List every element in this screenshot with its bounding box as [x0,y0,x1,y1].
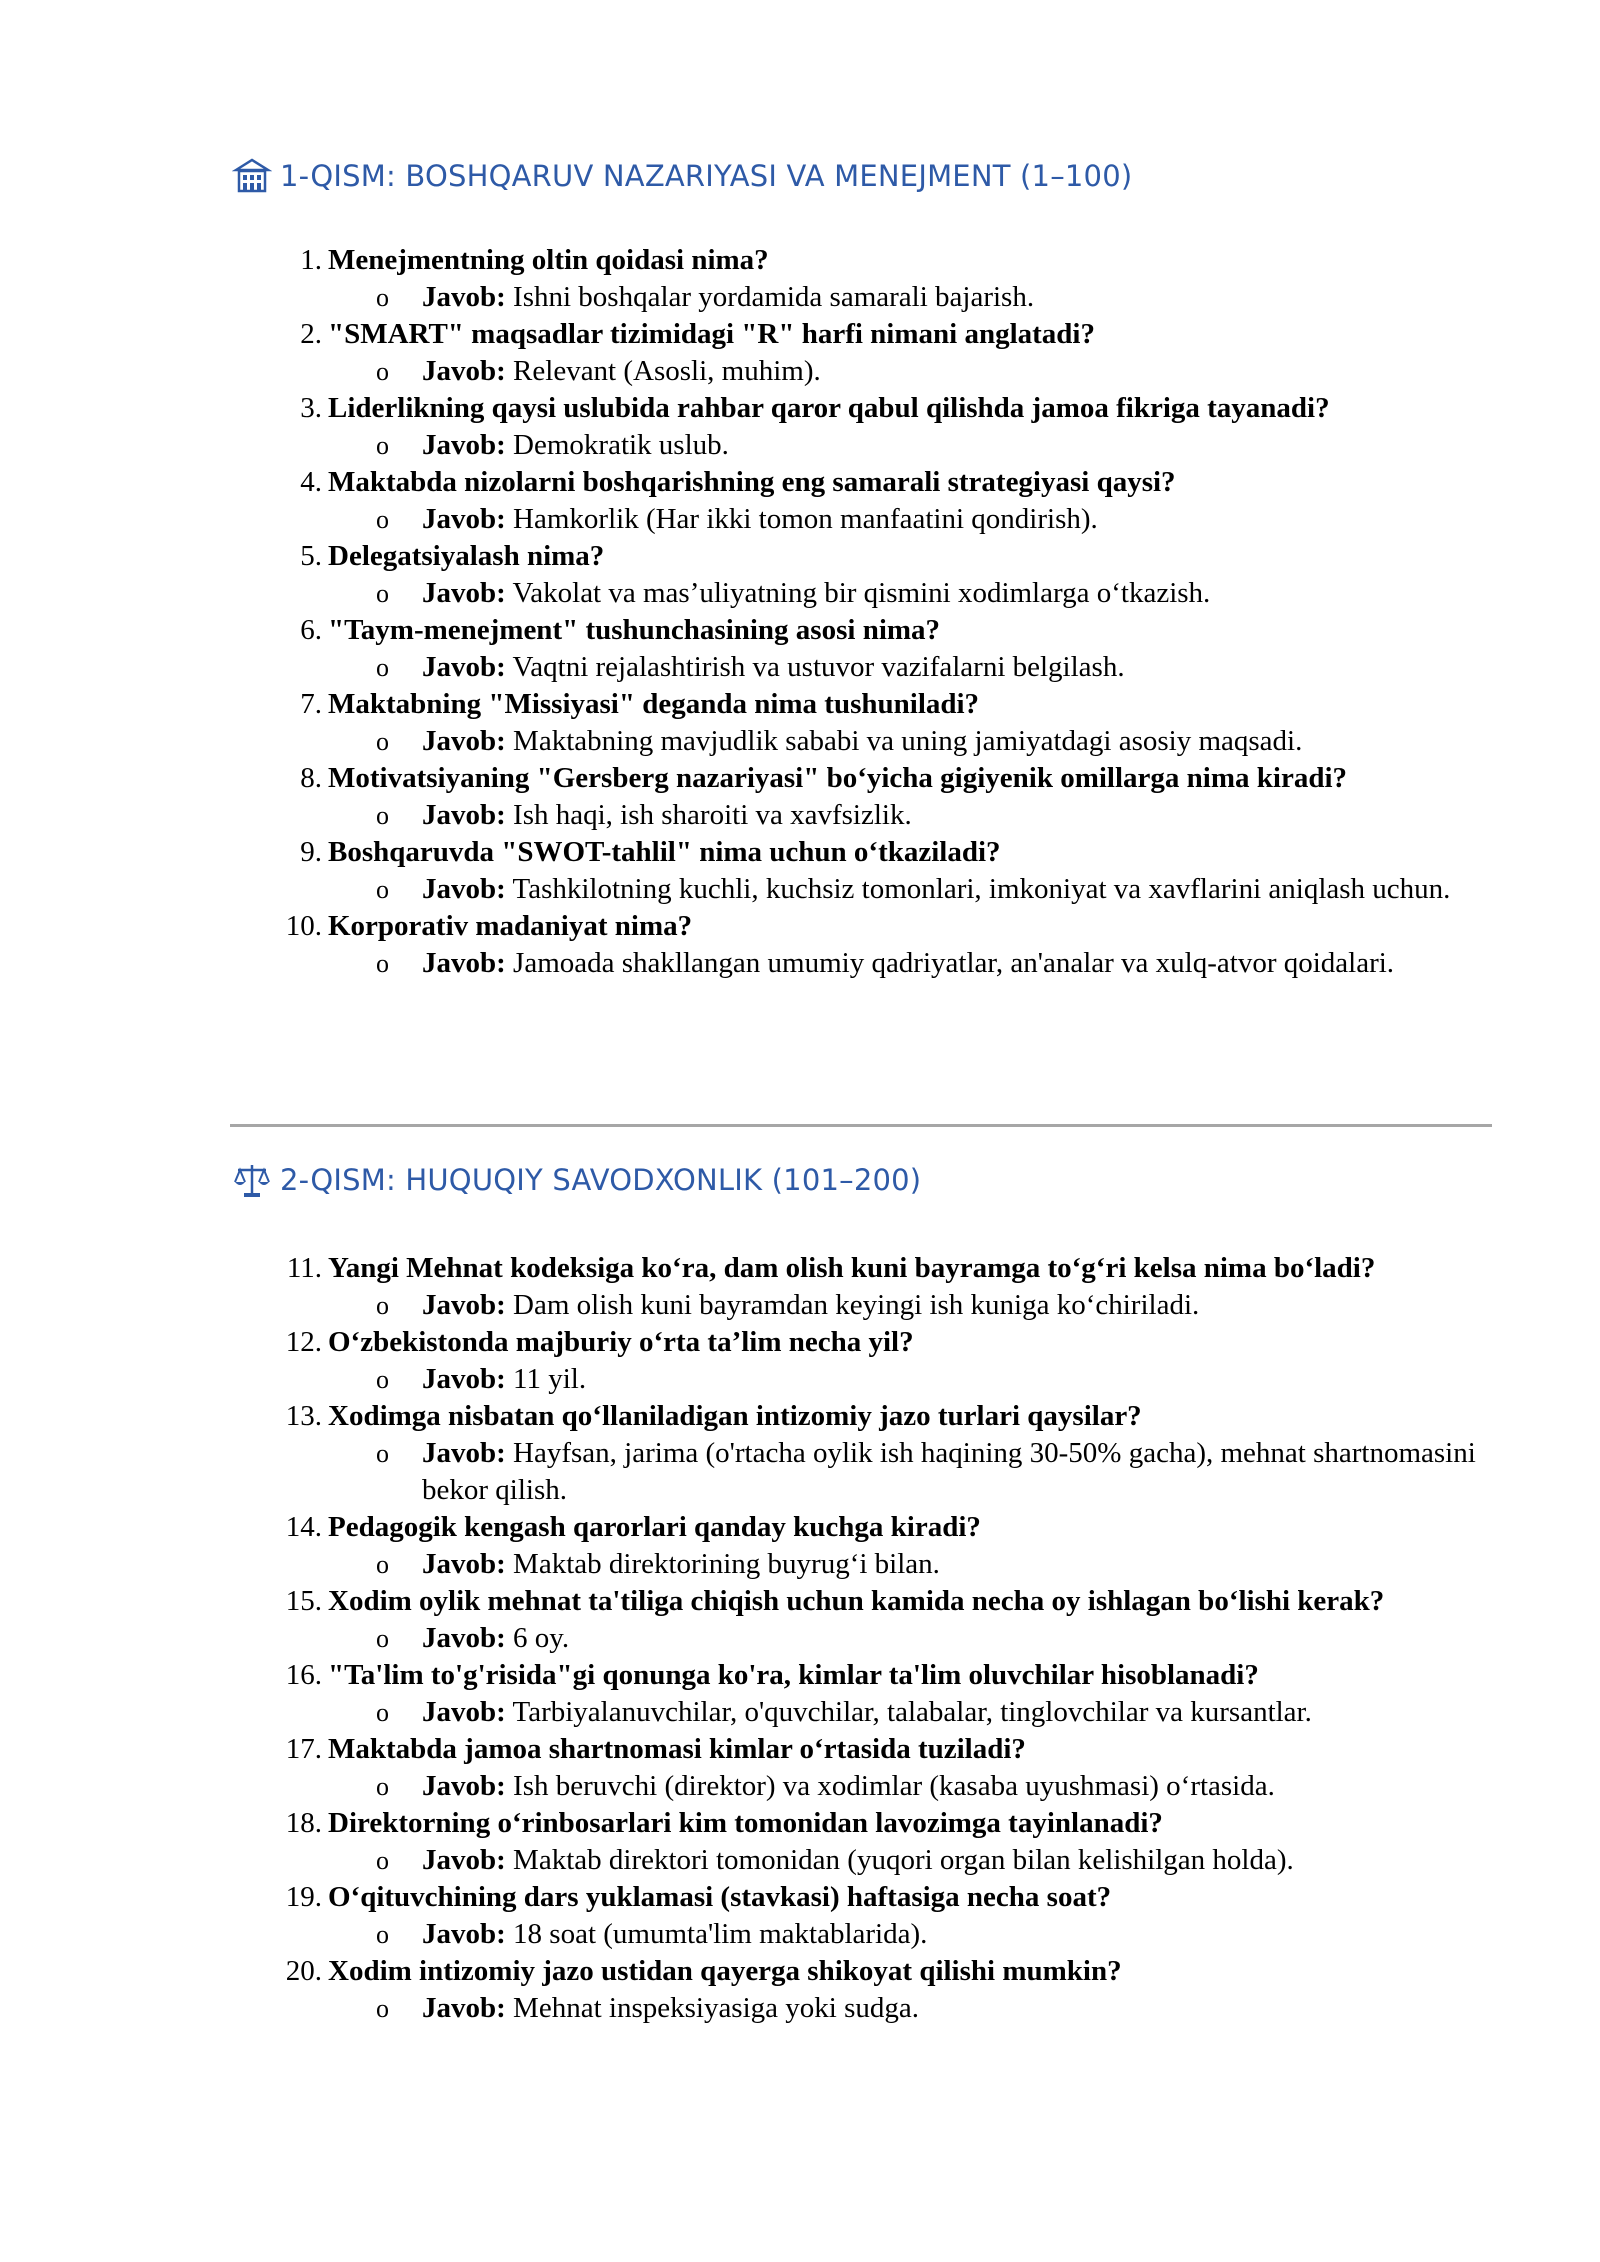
question-text: Delegatsiyalash nima? [328,540,605,572]
question-item [232,1805,1492,1879]
answer-line [328,1990,1492,2027]
answer-label: Javob: [422,799,506,831]
answer-label: Javob: [422,1622,506,1654]
question-number: 18. [285,1807,322,1839]
answer-bullet: o [376,801,389,830]
question-number: 10. [285,910,322,942]
question-number: 6. [300,614,322,646]
answer-line [328,723,1492,760]
answer-line [328,1694,1492,1731]
answer-bullet: o [376,1291,389,1320]
question-number: 13. [285,1400,322,1432]
answer-text: Tarbiyalanuvchilar, o'quvchilar, talabalar, tinglovchilar va kursantlar. [512,1696,1312,1728]
question-item [232,760,1492,834]
answer-label: Javob: [422,355,506,387]
answer-bullet: o [376,579,389,608]
question-text: Xodimga nisbatan qo‘llaniladigan intizomiy jazo turlari qaysilar? [328,1400,1142,1432]
question-item [232,464,1492,538]
answer-bullet: o [376,1920,389,1949]
question-number: 20. [285,1955,322,1987]
question-text: Direktorning o‘rinbosarlari kim tomonidan lavozimga tayinlanadi? [328,1807,1163,1839]
question-text: Pedagogik kengash qarorlari qanday kuchga kiradi? [328,1511,981,1543]
answer-text: 11 yil. [513,1363,587,1395]
question-text: "Ta'lim to'g'risida"gi qonunga ko'ra, kimlar ta'lim oluvchilar hisoblanadi? [328,1659,1259,1691]
question-number: 19. [285,1881,322,1913]
answer-text: Mehnat inspeksiyasiga yoki sudga. [513,1992,919,2024]
section-2-title: 2-QISM: HUQUQIY SAVODXONLIK (101–200) [280,1163,922,1197]
question-item [232,242,1492,316]
answer-bullet: o [376,1698,389,1727]
answer-text: Hayfsan, jarima (o'rtacha oylik ish haqining 30-50% gacha), mehnat shartnomasini bekor qilish. [422,1437,1476,1506]
section-2-heading [232,1160,1492,1200]
answer-text: Jamoada shakllangan umumiy qadriyatlar, an'analar va xulq-atvor qoidalari. [513,947,1395,979]
question-item [232,316,1492,390]
answer-label: Javob: [422,651,506,683]
answer-label: Javob: [422,1548,506,1580]
answer-text: Hamkorlik (Har ikki tomon manfaatini qondirish). [513,503,1098,535]
answer-label: Javob: [422,1437,506,1469]
answer-label: Javob: [422,1363,506,1395]
answer-text: Tashkilotning kuchli, kuchsiz tomonlari, imkoniyat va xavflarini aniqlash uchun. [512,873,1451,905]
question-item [232,1398,1492,1509]
answer-label: Javob: [422,503,506,535]
answer-bullet: o [376,1772,389,1801]
question-number: 1. [300,244,322,276]
answer-line [328,871,1492,908]
answer-text: Maktab direktori tomonidan (yuqori organ bilan kelishilgan holda). [513,1844,1294,1876]
question-item [232,834,1492,908]
question-item [232,612,1492,686]
question-item [232,1731,1492,1805]
question-number: 11. [286,1252,322,1284]
answer-line [328,797,1492,834]
answer-text: Maktab direktorining buyrug‘i bilan. [513,1548,940,1580]
school-building-icon [232,156,272,196]
answer-bullet: o [376,357,389,386]
section-1-question-list [232,242,1492,982]
question-number: 9. [300,836,322,868]
question-item [232,1509,1492,1583]
question-number: 5. [300,540,322,572]
question-item [232,390,1492,464]
question-text: Xodim oylik mehnat ta'tiliga chiqish uchun kamida necha oy ishlagan bo‘lishi kerak? [328,1585,1385,1617]
question-item [232,1657,1492,1731]
answer-label: Javob: [422,725,506,757]
answer-bullet: o [376,1550,389,1579]
answer-line [328,1546,1492,1583]
question-number: 2. [300,318,322,350]
answer-line [328,1435,1492,1509]
question-text: Korporativ madaniyat nima? [328,910,693,942]
answer-text: Dam olish kuni bayramdan keyingi ish kuniga ko‘chiriladi. [513,1289,1200,1321]
question-number: 7. [300,688,322,720]
question-text: Boshqaruvda "SWOT-tahlil" nima uchun o‘tkaziladi? [328,836,1001,868]
answer-label: Javob: [422,281,506,313]
section-divider [230,1124,1492,1127]
answer-line [328,1287,1492,1324]
question-text: Liderlikning qaysi uslubida rahbar qaror qabul qilishda jamoa fikriga tayanadi? [328,392,1330,424]
scales-of-justice-icon [232,1160,272,1200]
answer-bullet: o [376,1846,389,1875]
question-text: Maktabda jamoa shartnomasi kimlar o‘rtasida tuziladi? [328,1733,1026,1765]
answer-line [328,1842,1492,1879]
answer-label: Javob: [422,873,506,905]
section-1-title: 1-QISM: BOSHQARUV NAZARIYASI VA MENEJMENT (1–100) [280,159,1133,193]
answer-label: Javob: [422,1992,506,2024]
question-item [232,1953,1492,2027]
section-1-heading [232,156,1492,196]
answer-line [328,1620,1492,1657]
answer-bullet: o [376,283,389,312]
answer-text: Demokratik uslub. [513,429,729,461]
answer-line [328,1361,1492,1398]
answer-text: 18 soat (umumta'lim maktablarida). [513,1918,928,1950]
question-item [232,1879,1492,1953]
answer-line [328,575,1492,612]
answer-line [328,1768,1492,1805]
question-text: Yangi Mehnat kodeksiga ko‘ra, dam olish kuni bayramga to‘g‘ri kelsa nima bo‘ladi? [328,1252,1376,1284]
answer-bullet: o [376,653,389,682]
answer-label: Javob: [422,429,506,461]
answer-bullet: o [376,875,389,904]
answer-label: Javob: [422,1844,506,1876]
answer-line [328,649,1492,686]
question-item [232,1583,1492,1657]
answer-text: Vaqtni rejalashtirish va ustuvor vazifalarni belgilash. [512,651,1125,683]
question-text: Xodim intizomiy jazo ustidan qayerga shikoyat qilishi mumkin? [328,1955,1122,1987]
answer-line [328,353,1492,390]
question-number: 15. [285,1585,322,1617]
answer-label: Javob: [422,1770,506,1802]
question-item [232,1250,1492,1324]
answer-label: Javob: [422,1918,506,1950]
question-number: 8. [300,762,322,794]
question-number: 3. [300,392,322,424]
question-text: O‘qituvchining dars yuklamasi (stavkasi) haftasiga necha soat? [328,1881,1112,1913]
answer-text: Ish haqi, ish sharoiti va xavfsizlik. [513,799,912,831]
question-number: 12. [285,1326,322,1358]
section-1 [232,156,1492,196]
question-number: 17. [285,1733,322,1765]
answer-bullet: o [376,505,389,534]
answer-label: Javob: [422,1696,506,1728]
section-2 [232,1160,1492,1200]
section-2-question-list [232,1250,1492,2027]
question-text: "Taym-menejment" tushunchasining asosi nima? [328,614,941,646]
question-text: Menejmentning oltin qoidasi nima? [328,244,769,276]
answer-line [328,427,1492,464]
answer-bullet: o [376,727,389,756]
question-number: 4. [300,466,322,498]
answer-line [328,945,1492,982]
answer-line [328,1916,1492,1953]
answer-label: Javob: [422,947,506,979]
answer-text: Ishni boshqalar yordamida samarali bajarish. [513,281,1035,313]
question-number: 16. [285,1659,322,1691]
answer-text: Maktabning mavjudlik sababi va uning jamiyatdagi asosiy maqsadi. [513,725,1303,757]
question-item [232,908,1492,982]
question-text: Motivatsiyaning "Gersberg nazariyasi" bo‘yicha gigiyenik omillarga nima kiradi? [328,762,1348,794]
answer-bullet: o [376,431,389,460]
question-text: Maktabda nizolarni boshqarishning eng samarali strategiyasi qaysi? [328,466,1176,498]
question-text: Maktabning "Missiyasi" deganda nima tushuniladi? [328,688,980,720]
answer-line [328,501,1492,538]
answer-label: Javob: [422,577,506,609]
answer-bullet: o [376,1624,389,1653]
answer-bullet: o [376,949,389,978]
question-text: "SMART" maqsadlar tizimidagi "R" harfi nimani anglatadi? [328,318,1095,350]
answer-line [328,279,1492,316]
question-number: 14. [285,1511,322,1543]
answer-text: 6 oy. [513,1622,570,1654]
answer-bullet: o [376,1365,389,1394]
question-item [232,686,1492,760]
answer-text: Vakolat va mas’uliyatning bir qismini xodimlarga o‘tkazish. [512,577,1211,609]
question-item [232,1324,1492,1398]
question-text: O‘zbekistonda majburiy o‘rta ta’lim necha yil? [328,1326,914,1358]
answer-bullet: o [376,1994,389,2023]
answer-bullet: o [376,1439,389,1468]
answer-text: Ish beruvchi (direktor) va xodimlar (kasaba uyushmasi) o‘rtasida. [513,1770,1275,1802]
answer-text: Relevant (Asosli, muhim). [513,355,821,387]
answer-label: Javob: [422,1289,506,1321]
question-item [232,538,1492,612]
